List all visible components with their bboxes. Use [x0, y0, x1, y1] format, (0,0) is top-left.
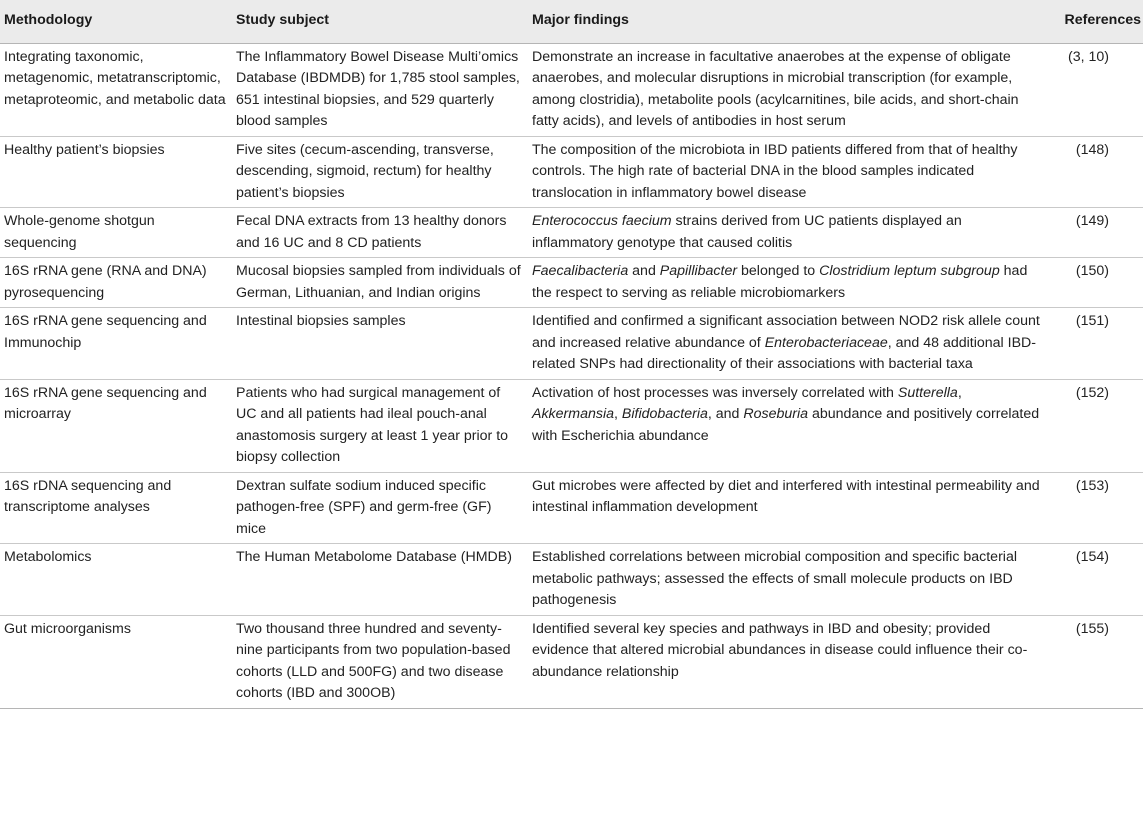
finding-text: , and	[707, 406, 744, 422]
header-methodology: Methodology	[0, 0, 232, 43]
study-subject-cell: The Inflammatory Bowel Disease Multi’omics Database (IBDMDB) for 1,785 stool samples, 651 intestinal biopsies, and 529 quarterly blood samples	[232, 43, 528, 136]
reference-cell: (149)	[1050, 208, 1143, 258]
finding-text: and	[628, 263, 660, 279]
major-findings-cell	[528, 472, 1050, 544]
table-row	[0, 472, 1143, 544]
table-header	[0, 0, 1143, 43]
finding-text: Demonstrate an increase in facultative anaerobes at the expense of obligate anaerobes, and molecular disruptions in microbial transcription (for example, among clostridia), metabolite pools (acylcarnitines, bile acids, and short-chain fatty acids), and levels of antibodies in host serum	[532, 48, 1019, 129]
methodology-cell: 16S rDNA sequencing and transcriptome analyses	[0, 472, 232, 544]
finding-text: The composition of the microbiota in IBD patients differed from that of healthy controls. The high rate of bacterial DNA in the blood samples indicated translocation in inflammatory bowel disease	[532, 141, 1018, 201]
reference-cell: (151)	[1050, 308, 1143, 380]
finding-italic-text: Akkermansia	[532, 406, 615, 422]
reference-cell: (148)	[1050, 136, 1143, 208]
header-major-findings: Major findings	[528, 0, 1050, 43]
major-findings-cell	[528, 208, 1050, 258]
methodology-cell: 16S rRNA gene (RNA and DNA) pyrosequencing	[0, 258, 232, 308]
finding-italic-text: Roseburia	[743, 406, 809, 422]
reference-cell: (150)	[1050, 258, 1143, 308]
finding-italic-text: Clostridium leptum subgroup	[819, 263, 1000, 279]
study-subject-cell: Two thousand three hundred and seventy-nine participants from two population-based cohorts (LLD and 500FG) and two disease cohorts (IBD and 300OB)	[232, 615, 528, 708]
table-row	[0, 615, 1143, 708]
major-findings-cell	[528, 379, 1050, 472]
table-row	[0, 136, 1143, 208]
methodology-cell: Metabolomics	[0, 544, 232, 616]
table-row	[0, 258, 1143, 308]
finding-text: Activation of host processes was inversely correlated with	[532, 384, 898, 401]
finding-text: , and 48 additional IBD-related SNPs had directionality of their associations with bacterial taxa	[532, 334, 1037, 372]
reference-cell: (155)	[1050, 615, 1143, 708]
finding-text: strains derived from UC patients displayed an inflammatory genotype that caused colitis	[532, 213, 962, 251]
finding-italic-text: Papillibacter	[659, 263, 738, 279]
finding-italic-text: Bifidobacteria	[621, 406, 708, 422]
header-references: References	[1050, 0, 1143, 43]
table-row	[0, 43, 1143, 136]
major-findings-cell	[528, 615, 1050, 708]
reference-cell: (3, 10)	[1050, 43, 1143, 136]
finding-text: Identified and confirmed a significant association between NOD2 risk allele count and increased relative abundance of	[532, 313, 1040, 351]
study-subject-cell: Fecal DNA extracts from 13 healthy donors and 16 UC and 8 CD patients	[232, 208, 528, 258]
study-subject-cell: Intestinal biopsies samples	[232, 308, 528, 380]
finding-italic-text: Faecalibacteria	[532, 263, 629, 279]
header-study-subject: Study subject	[232, 0, 528, 43]
table-row	[0, 544, 1143, 616]
study-subject-cell: Dextran sulfate sodium induced specific pathogen-free (SPF) and germ-free (GF) mice	[232, 472, 528, 544]
table-row	[0, 208, 1143, 258]
finding-text: ,	[614, 406, 622, 422]
methodology-cell: Gut microorganisms	[0, 615, 232, 708]
methodology-cell: Integrating taxonomic, metagenomic, metatranscriptomic, metaproteomic, and metabolic data	[0, 43, 232, 136]
finding-text: Gut microbes were affected by diet and interfered with intestinal permeability and intestinal inflammation development	[532, 477, 1040, 515]
reference-cell: (152)	[1050, 379, 1143, 472]
finding-italic-text: Enterobacteriaceae	[764, 334, 888, 351]
table-body	[0, 43, 1143, 708]
finding-text: had the respect to serving as reliable microbiomarkers	[532, 263, 1028, 301]
finding-text: ,	[957, 384, 962, 401]
methodology-cell: 16S rRNA gene sequencing and microarray	[0, 379, 232, 472]
finding-text: belonged to	[737, 263, 820, 279]
study-subject-cell: Patients who had surgical management of UC and all patients had ileal pouch-anal anastomosis surgery at least 1 year prior to biopsy collection	[232, 379, 528, 472]
major-findings-cell	[528, 136, 1050, 208]
major-findings-cell	[528, 43, 1050, 136]
finding-italic-text: Enterococcus faecium	[532, 213, 672, 229]
finding-text: abundance and positively correlated with Escherichia abundance	[532, 406, 1040, 444]
major-findings-cell	[528, 544, 1050, 616]
header-row	[0, 0, 1143, 43]
major-findings-cell	[528, 308, 1050, 380]
methodology-cell: Healthy patient’s biopsies	[0, 136, 232, 208]
reference-cell: (153)	[1050, 472, 1143, 544]
finding-text: Established correlations between microbial composition and specific bacterial metabolic pathways; assessed the effects of small molecule products on IBD pathogenesis	[532, 549, 1017, 608]
study-subject-cell: The Human Metabolome Database (HMDB)	[232, 544, 528, 616]
finding-italic-text: Sutterella	[897, 384, 958, 401]
methodology-cell: Whole-genome shotgun sequencing	[0, 208, 232, 258]
study-subject-cell: Five sites (cecum-ascending, transverse, descending, sigmoid, rectum) for healthy patient’s biopsies	[232, 136, 528, 208]
table-row	[0, 308, 1143, 380]
finding-text: Identified several key species and pathways in IBD and obesity; provided evidence that altered microbial abundances in disease could influence their co-abundance relationship	[532, 620, 1028, 680]
study-subject-cell: Mucosal biopsies sampled from individuals of German, Lithuanian, and Indian origins	[232, 258, 528, 308]
table-row	[0, 379, 1143, 472]
methodology-cell: 16S rRNA gene sequencing and Immunochip	[0, 308, 232, 380]
reference-cell: (154)	[1050, 544, 1143, 616]
major-findings-cell	[528, 258, 1050, 308]
